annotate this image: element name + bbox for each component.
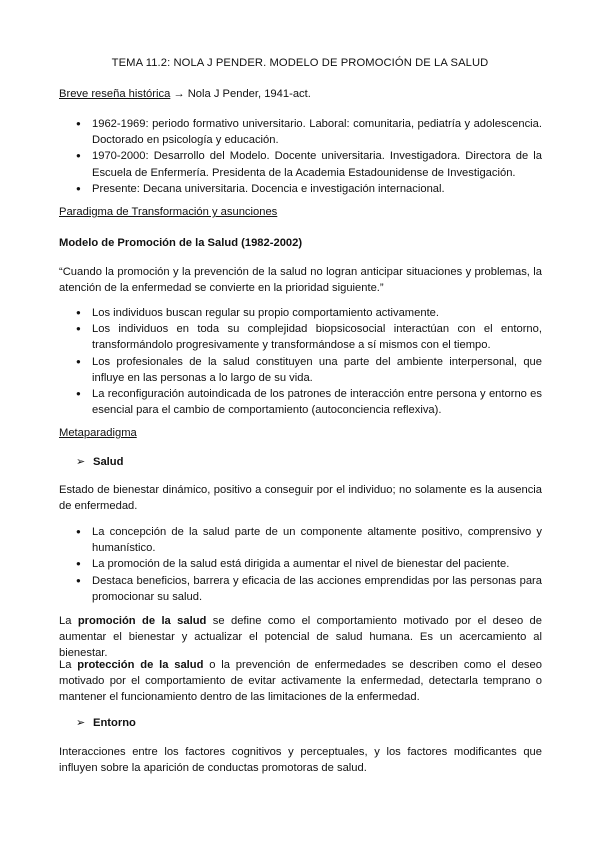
page-title: TEMA 11.2: NOLA J PENDER. MODELO DE PROMOCIÓN DE LA SALUD xyxy=(111,57,489,69)
metaparadigm-heading: Metaparadigma xyxy=(59,427,137,439)
environment-heading: Entorno xyxy=(93,717,136,729)
arrow-bullet-icon: ➢ xyxy=(76,717,86,729)
protection-paragraph xyxy=(59,657,542,706)
protection-rest: o la prevención de enfermedades se describen como el deseo motivado por el comportamiento de evitar activamente la enfermedad, detectarla temprano o mantener el funcionamiento dentro de las limitaciones de la enfermedad. xyxy=(59,659,542,704)
list-item: ● La reconfiguración autoindicada de los patrones de interacción entre persona y entorno es esencial para el cambio de comportamiento (autoconciencia reflexiva). xyxy=(76,386,542,418)
list-item: ● La promoción de la salud está dirigida a aumentar el nivel de bienestar del paciente. xyxy=(76,556,542,572)
promotion-term: promoción de la salud xyxy=(77,615,207,627)
protection-lead: La xyxy=(59,659,78,671)
list-item: ● Presente: Decana universitaria. Docencia e investigación internacional. xyxy=(76,181,542,197)
promotion-lead: La xyxy=(59,615,78,627)
list-item: ● Destaca beneficios, barrera y eficacia de las acciones emprendidas por las personas para promocionar su salud. xyxy=(76,573,542,605)
list-item: ● Los profesionales de la salud constituyen una parte del ambiente interpersonal, que influye en las personas a lo largo de su vida. xyxy=(76,354,542,386)
list-item: ● Los individuos buscan regular su propio comportamiento activamente. xyxy=(76,305,542,321)
health-heading-line xyxy=(76,454,123,470)
health-heading: Salud xyxy=(93,456,124,468)
promotion-rest: se define como el comportamiento motivado por el deseo de aumentar el bienestar y actualizar el potencial de salud humana. Es un acercamiento al bienestar. xyxy=(59,615,542,660)
history-arrow: → xyxy=(170,88,188,100)
history-heading: Breve reseña histórica xyxy=(59,88,171,100)
health-list xyxy=(76,524,542,605)
list-item: ● La concepción de la salud parte de un componente altamente positivo, comprensivo y humanístico. xyxy=(76,524,542,556)
paradigm-heading: Paradigma de Transformación y asunciones xyxy=(59,206,278,218)
paradigm-list xyxy=(76,305,542,418)
history-list xyxy=(76,116,542,197)
promotion-paragraph xyxy=(59,613,542,662)
health-definition: Estado de bienestar dinámico, positivo a conseguir por el individuo; no solamente es la ausencia de enfermedad. xyxy=(59,484,542,513)
history-subject: Nola J Pender, 1941-act. xyxy=(187,88,311,100)
environment-heading-line xyxy=(76,715,136,731)
environment-definition: Interacciones entre los factores cognitivos y perceptuales, y los factores modificantes que influyen sobre la aparición de conductas promotoras de salud. xyxy=(59,746,542,775)
list-item: ● Los individuos en toda su complejidad biopsicosocial interactúan con el entorno, transformándolo progresivamente y transformándose a sí mismos con el tiempo. xyxy=(76,321,542,353)
arrow-bullet-icon: ➢ xyxy=(76,456,86,468)
model-title: Modelo de Promoción de la Salud (1982-2002) xyxy=(59,237,303,249)
list-item: ● 1962-1969: periodo formativo universitario. Laboral: comunitaria, pediatría y adolescencia. Doctorado en psicología y educación. xyxy=(76,116,542,148)
list-item: ● 1970-2000: Desarrollo del Modelo. Docente universitaria. Investigadora. Directora de la Escuela de Enfermería. Presidenta de la Academia Estadounidense de Investigación. xyxy=(76,148,542,180)
history-heading-line xyxy=(59,86,542,102)
model-quote: “Cuando la promoción y la prevención de la salud no logran anticipar situaciones y problemas, la atención de la enfermedad se convierte en la prioridad siguiente.” xyxy=(59,266,542,295)
protection-term: protección de la salud xyxy=(77,659,204,671)
